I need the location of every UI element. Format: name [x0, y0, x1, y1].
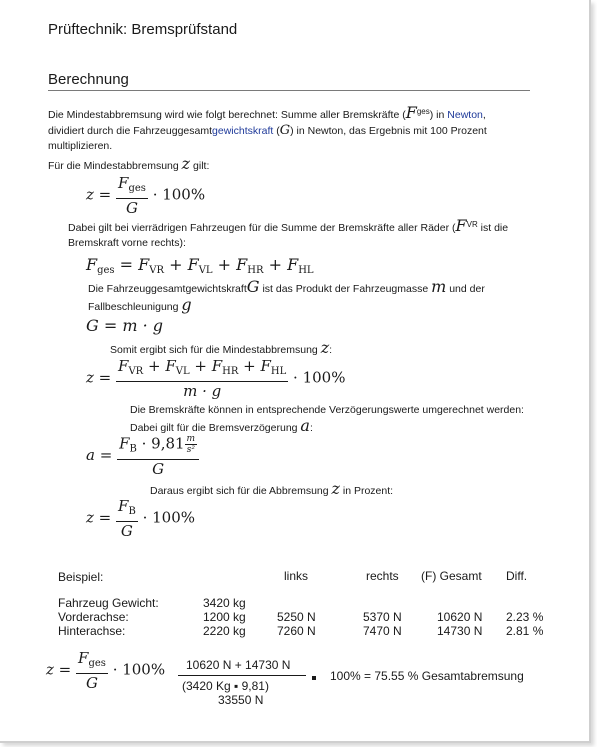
formula-text: G	[85, 674, 98, 692]
formula-text: F	[78, 649, 89, 667]
symbol-f: F	[405, 103, 417, 122]
calc-numerator: 10620 N + 14730 N	[186, 658, 291, 672]
paragraph-wheels	[68, 217, 538, 251]
cell-rechts: 7470 N	[363, 624, 402, 638]
formula-text: s²	[186, 445, 195, 455]
symbol-z: z	[181, 154, 191, 173]
formula-text: m · g	[183, 382, 222, 400]
example-label: Beispiel:	[58, 570, 104, 584]
symbol-m: m	[431, 277, 447, 296]
symbol-z: z	[320, 338, 330, 357]
cell-gesamt: 14730 N	[437, 624, 483, 638]
paragraph-z	[48, 156, 209, 174]
paragraph-somit	[110, 340, 332, 358]
formula-sub: VR	[128, 366, 144, 377]
formula-text: · 100%	[112, 660, 166, 679]
fraction	[116, 174, 148, 217]
cell-rechts: 5370 N	[363, 610, 402, 624]
formula-sub: HR	[222, 366, 239, 377]
fraction	[76, 649, 108, 692]
intro-text-2: ) in	[429, 109, 448, 121]
formula-text: · 100%	[142, 508, 196, 527]
formula-sub: HR	[247, 265, 264, 276]
section-heading: Berechnung	[48, 71, 129, 88]
formula-text: z =	[86, 185, 112, 204]
formula-sub: VL	[198, 265, 213, 276]
text: Fallbeschleunigung	[88, 301, 179, 313]
calc-denominator: (3420 Kg ▪ 9,81)	[182, 679, 269, 693]
formula-text: + F	[263, 255, 299, 274]
link-gewichtskraft[interactable]: gewichtskraft	[212, 125, 274, 137]
formula-text: z =	[86, 368, 112, 387]
formula-text: F	[118, 357, 129, 375]
formula-sub: HL	[270, 366, 287, 377]
symbol-sub: VR	[466, 220, 478, 229]
header-gesamt: (F) Gesamt	[421, 569, 482, 583]
formula-text: · 9,81	[136, 434, 185, 453]
formula-text: = F	[119, 255, 150, 274]
formula-sub: ges	[97, 265, 115, 276]
cell-gesamt: 10620 N	[437, 610, 483, 624]
row-label: Vorderachse:	[58, 610, 129, 624]
calc-fraction-line	[178, 675, 306, 676]
formula-sub: ges	[88, 658, 106, 669]
formula-sub: B	[129, 443, 137, 455]
formula-g	[86, 316, 163, 335]
calc-result: 100% = 75.55 % Gesamtabremsung	[330, 669, 524, 683]
fraction	[116, 497, 138, 540]
formula-text: G = m · g	[86, 316, 164, 335]
formula-z-fb	[86, 497, 195, 540]
intro-text-1: Die Mindestabbremsung wird wie folgt berechnet: Summe aller Bremskräfte (	[48, 109, 406, 121]
intro-text-4: dividiert durch die Fahrzeuggesamt	[48, 125, 213, 137]
row-value: 3420 kg	[203, 596, 246, 610]
intro-text-5: (	[273, 125, 280, 137]
intro-paragraph	[48, 104, 538, 154]
text: Dabei gilt bei vierrädrigen Fahrzeugen für die Summe der Bremskräfte aller Räder (	[68, 222, 456, 234]
formula-z-fges	[86, 174, 205, 217]
formula-text: + F	[212, 255, 248, 274]
formula-text: m	[186, 434, 196, 444]
formula-text: F	[86, 255, 98, 274]
text: Die Fahrzeuggesamtgewichtskraft	[88, 283, 247, 295]
formula-text: G	[120, 522, 133, 540]
cell-diff: 2.23 %	[506, 610, 544, 624]
formula-text: F	[118, 174, 129, 192]
formula-text: + F	[143, 357, 176, 375]
unit-fraction	[185, 434, 198, 455]
cell-links: 5250 N	[277, 610, 316, 624]
formula-text: a =	[86, 445, 113, 464]
text: :	[309, 422, 313, 434]
symbol-z: z	[331, 479, 340, 498]
formula-text: · 100%	[293, 368, 346, 387]
symbol-g-upper: G	[279, 123, 291, 138]
formula-sub: HL	[298, 265, 314, 276]
header-rechts: rechts	[366, 569, 399, 583]
formula-text: G	[152, 459, 165, 478]
intro-text-3: ,	[482, 109, 486, 121]
cell-diff: 2.81 %	[506, 624, 544, 638]
intro-text-6: ) in Newton, das Ergebnis mit 100 Prozent	[290, 125, 487, 137]
fraction	[116, 357, 288, 400]
formula-text: + F	[189, 357, 223, 375]
section-divider	[48, 90, 530, 91]
text: Bremskraft vorne rechts):	[68, 237, 186, 249]
row-label: Fahrzeug Gewicht:	[58, 596, 159, 610]
formula-sub: VR	[149, 265, 165, 276]
text: :	[329, 344, 333, 356]
formula-text: + F	[238, 357, 271, 375]
formula-sub: VL	[175, 366, 190, 377]
row-label: Hinterachse:	[58, 624, 126, 638]
text: Für die Mindestabbremsung	[48, 160, 179, 172]
symbol-a: a	[300, 416, 310, 435]
text: Die Bremskräfte können in entsprechende Verzögerungswerte umgerechnet werden:	[130, 404, 524, 416]
calc-denominator-result: 33550 N	[218, 693, 264, 707]
formula-text: G	[125, 199, 138, 217]
text: ist das Produkt der Fahrzeugmasse	[262, 283, 429, 295]
paragraph-verzoegerung	[130, 403, 524, 436]
row-value: 1200 kg	[203, 610, 246, 624]
link-newton[interactable]: Newton	[447, 109, 483, 121]
formula-fges-sum	[86, 255, 314, 276]
cell-links: 7260 N	[277, 624, 316, 638]
text: Somit ergibt sich für die Mindestabbremsung	[110, 344, 318, 356]
page-title: Prüftechnik: Bremsprüfstand	[48, 21, 238, 38]
text: ist die	[477, 222, 509, 234]
text: gilt:	[193, 160, 210, 172]
formula-z-full	[86, 357, 345, 400]
formula-text: · 100%	[152, 185, 206, 204]
symbol-sub-ges: ges	[416, 107, 430, 116]
intro-text-7: multiplizieren.	[48, 140, 113, 152]
formula-sub: ges	[128, 183, 146, 194]
paragraph-g	[88, 279, 538, 315]
formula-sub: B	[128, 506, 136, 517]
formula-text: F	[118, 497, 129, 515]
header-links: links	[284, 569, 309, 583]
formula-text: + F	[164, 255, 199, 274]
formula-text: z =	[86, 508, 112, 527]
text: in Prozent:	[342, 485, 394, 497]
header-diff: Diff.	[506, 569, 528, 583]
symbol-g-upper: G	[246, 277, 260, 296]
formula-calc	[46, 649, 165, 692]
symbol-f-vr: F	[455, 216, 467, 235]
formula-text: F	[119, 434, 130, 453]
multiply-dot	[312, 676, 316, 680]
row-value: 2220 kg	[203, 624, 246, 638]
symbol-g-lower: g	[181, 295, 192, 314]
fraction	[117, 434, 199, 478]
formula-a	[86, 434, 199, 478]
formula-text: z =	[46, 660, 72, 679]
text: und der	[449, 283, 485, 295]
text: Dabei gilt für die Bremsverzögerung	[130, 422, 298, 434]
text: Daraus ergibt sich für die Abbremsung	[150, 485, 329, 497]
